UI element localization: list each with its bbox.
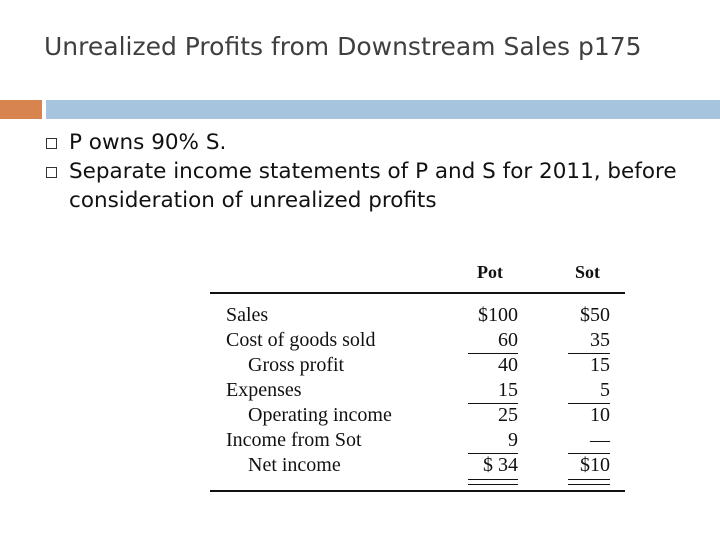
row-label: Sales	[226, 304, 269, 326]
table-row	[210, 303, 625, 328]
sot-value: $10	[580, 454, 610, 476]
square-bullet-icon	[46, 167, 57, 178]
pot-value: $ 34	[483, 454, 518, 476]
slide-title: Unrealized Profits from Downstream Sales p175	[44, 32, 642, 61]
bottom-rule	[210, 490, 625, 492]
bullet-text: P owns 90% S.	[69, 130, 227, 155]
table-row	[210, 403, 625, 428]
row-label: Operating income	[248, 404, 392, 426]
pot-value: 15	[468, 378, 518, 404]
bullet-list	[44, 128, 704, 215]
pot-value: 9	[468, 428, 518, 454]
sot-value: 15	[590, 354, 610, 376]
bullet-item	[44, 128, 704, 157]
column-header-pot: Pot	[477, 262, 503, 282]
table-row	[210, 428, 625, 453]
income-statement-table	[210, 256, 625, 496]
table-row	[210, 378, 625, 403]
column-header-sot: Sot	[575, 262, 601, 282]
double-underline-pot	[468, 479, 518, 485]
title-rule	[42, 100, 720, 119]
bullet-item	[44, 157, 704, 215]
table-row	[210, 328, 625, 353]
sot-value: —	[568, 428, 610, 454]
pot-value: 60	[468, 328, 518, 354]
row-label: Income from Sot	[226, 429, 362, 451]
row-label: Net income	[248, 454, 341, 476]
table-row	[210, 453, 625, 478]
sot-value: 10	[590, 404, 610, 426]
row-label: Cost of goods sold	[226, 329, 376, 351]
row-label: Gross profit	[248, 354, 345, 376]
table-row	[210, 353, 625, 378]
double-underline-sot	[568, 479, 610, 485]
title-rule-accent	[0, 100, 42, 119]
row-label: Expenses	[226, 379, 302, 401]
pot-value: 40	[498, 354, 518, 376]
sot-value: 35	[568, 328, 610, 354]
square-bullet-icon	[46, 138, 57, 149]
pot-value: $100	[478, 304, 518, 326]
sot-value: $50	[580, 304, 610, 326]
pot-value: 25	[498, 404, 518, 426]
bullet-text: Separate income statements of P and S for 2011, before consideration of unrealized profits	[69, 159, 677, 213]
sot-value: 5	[568, 378, 610, 404]
header-rule	[210, 292, 625, 294]
